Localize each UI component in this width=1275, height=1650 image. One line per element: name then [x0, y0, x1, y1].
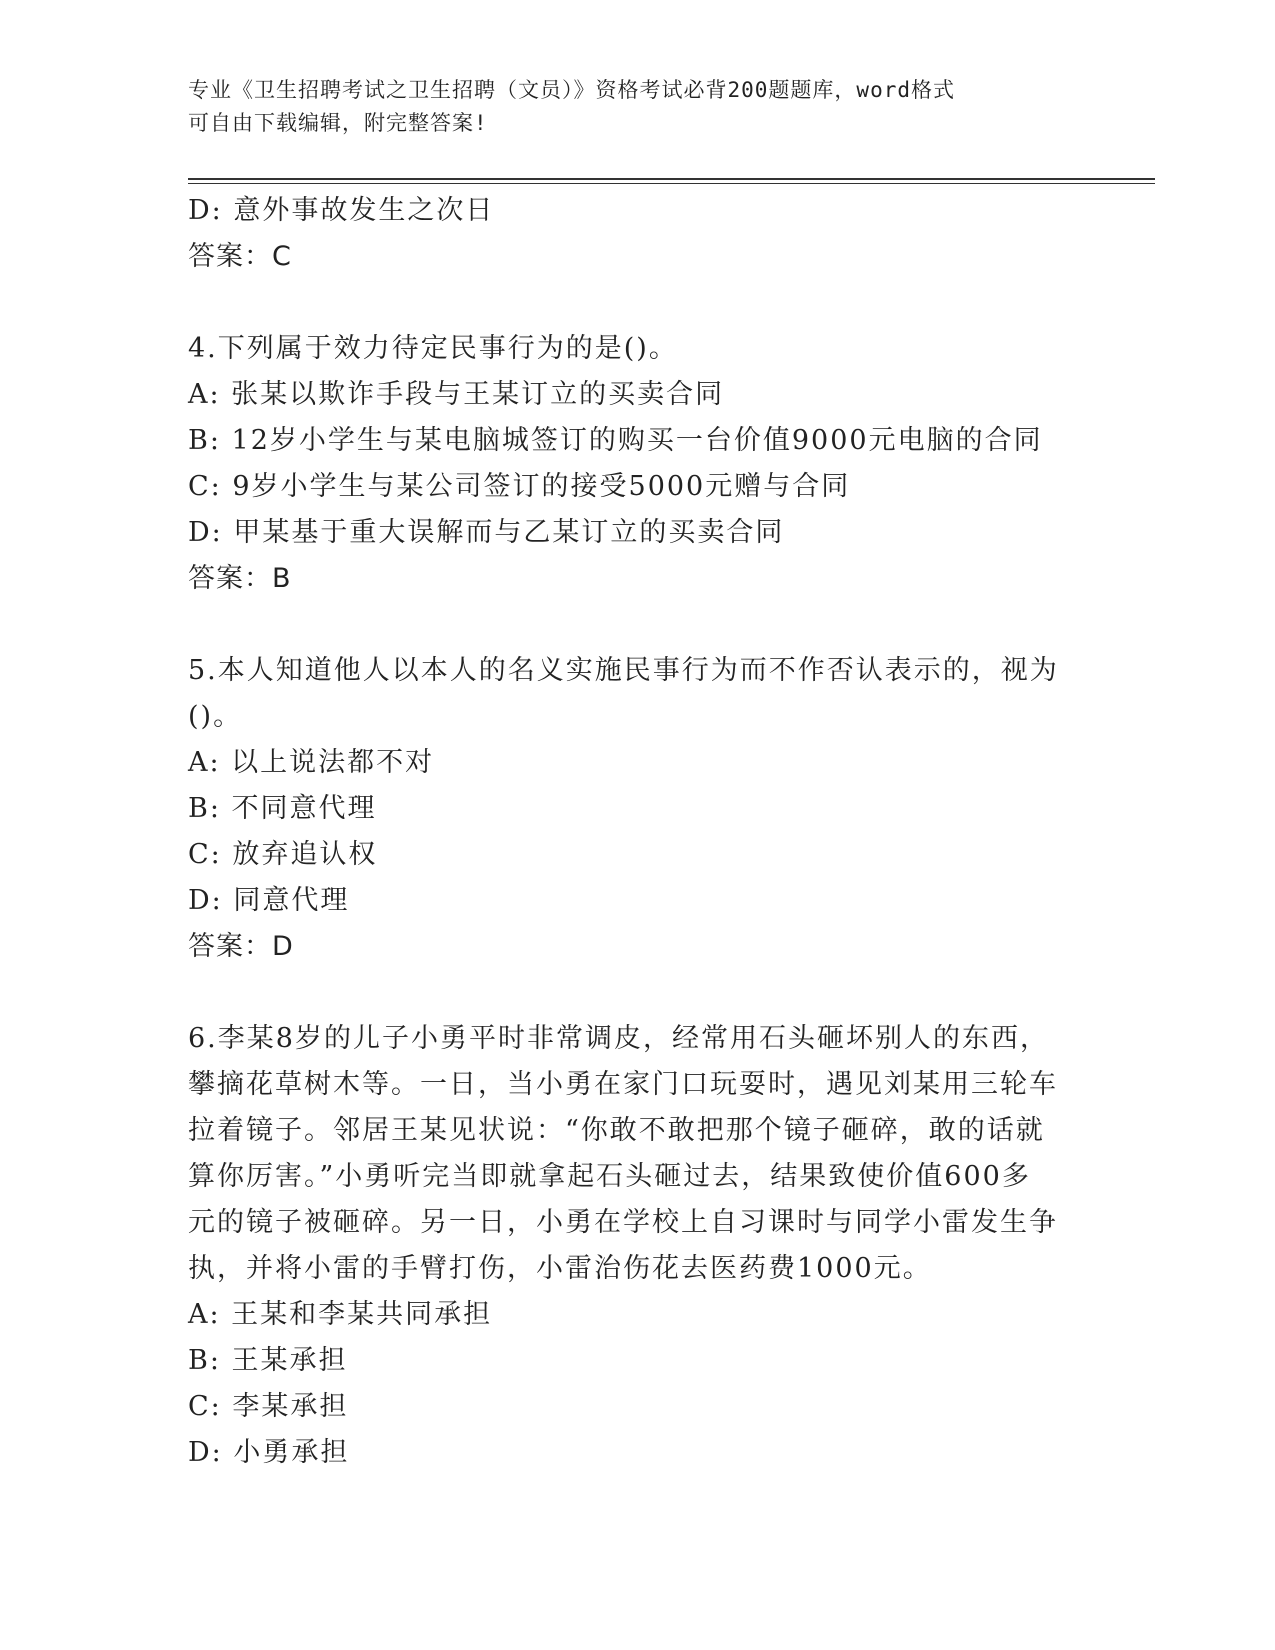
document-header	[188, 74, 1088, 140]
header-title-line-1: 专业《卫生招聘考试之卫生招聘（文员）》资格考试必背200题题库，word格式	[188, 78, 955, 102]
previous-question-tail	[188, 188, 1148, 280]
question-stem-line-5: 元的镜子被砸碎。另一日，小勇在学校上自习课时与同学小雷发生争	[188, 1207, 1058, 1238]
option-a: A: 以上说法都不对	[188, 747, 435, 778]
header-rule-thin	[188, 183, 1155, 184]
question-6	[188, 1016, 1148, 1476]
option-a: A: 张某以欺诈手段与王某订立的买卖合同	[188, 379, 725, 410]
option-b: B: 12岁小学生与某电脑城签订的购买一台价值9000元电脑的合同	[188, 425, 1043, 456]
header-rule-thick	[188, 178, 1155, 180]
question-stem-line-1: 5.本人知道他人以本人的名义实施民事行为而不作否认表示的，视为	[188, 655, 1059, 686]
question-4	[188, 326, 1148, 602]
answer-line: 答案：C	[188, 241, 292, 272]
document-body	[188, 188, 1148, 1476]
answer-line: 答案：B	[188, 563, 292, 594]
question-stem-line-6: 执，并将小雷的手臂打伤，小雷治伤花去医药费1000元。	[188, 1253, 932, 1284]
header-title-line-2: 可自由下载编辑，附完整答案!	[188, 111, 488, 135]
option-c: C: 李某承担	[188, 1391, 349, 1422]
question-stem-line-3: 拉着镜子。邻居王某见状说：“你敢不敢把那个镜子砸碎，敢的话就	[188, 1115, 1045, 1146]
question-5	[188, 648, 1148, 970]
option-d: D: 同意代理	[188, 885, 350, 916]
option-d: D: 意外事故发生之次日	[188, 195, 495, 226]
option-c: C: 9岁小学生与某公司签订的接受5000元赠与合同	[188, 471, 851, 502]
answer-line: 答案：D	[188, 931, 294, 962]
question-stem-line-1: 6.李某8岁的儿子小勇平时非常调皮，经常用石头砸坏别人的东西，	[188, 1023, 1049, 1054]
option-d: D: 甲某基于重大误解而与乙某订立的买卖合同	[188, 517, 785, 548]
question-stem-line-2: 攀摘花草树木等。一日，当小勇在家门口玩耍时，遇见刘某用三轮车	[188, 1069, 1058, 1100]
option-c: C: 放弃追认权	[188, 839, 378, 870]
option-b: B: 不同意代理	[188, 793, 377, 824]
option-d: D: 小勇承担	[188, 1437, 350, 1468]
option-a: A: 王某和李某共同承担	[188, 1299, 493, 1330]
question-stem-line-2: ()。	[188, 701, 243, 732]
question-stem-line-4: 算你厉害。”小勇听完当即就拿起石头砸过去，结果致使价值600多	[188, 1161, 1031, 1192]
question-stem: 4.下列属于效力待定民事行为的是()。	[188, 333, 678, 364]
option-b: B: 王某承担	[188, 1345, 348, 1376]
